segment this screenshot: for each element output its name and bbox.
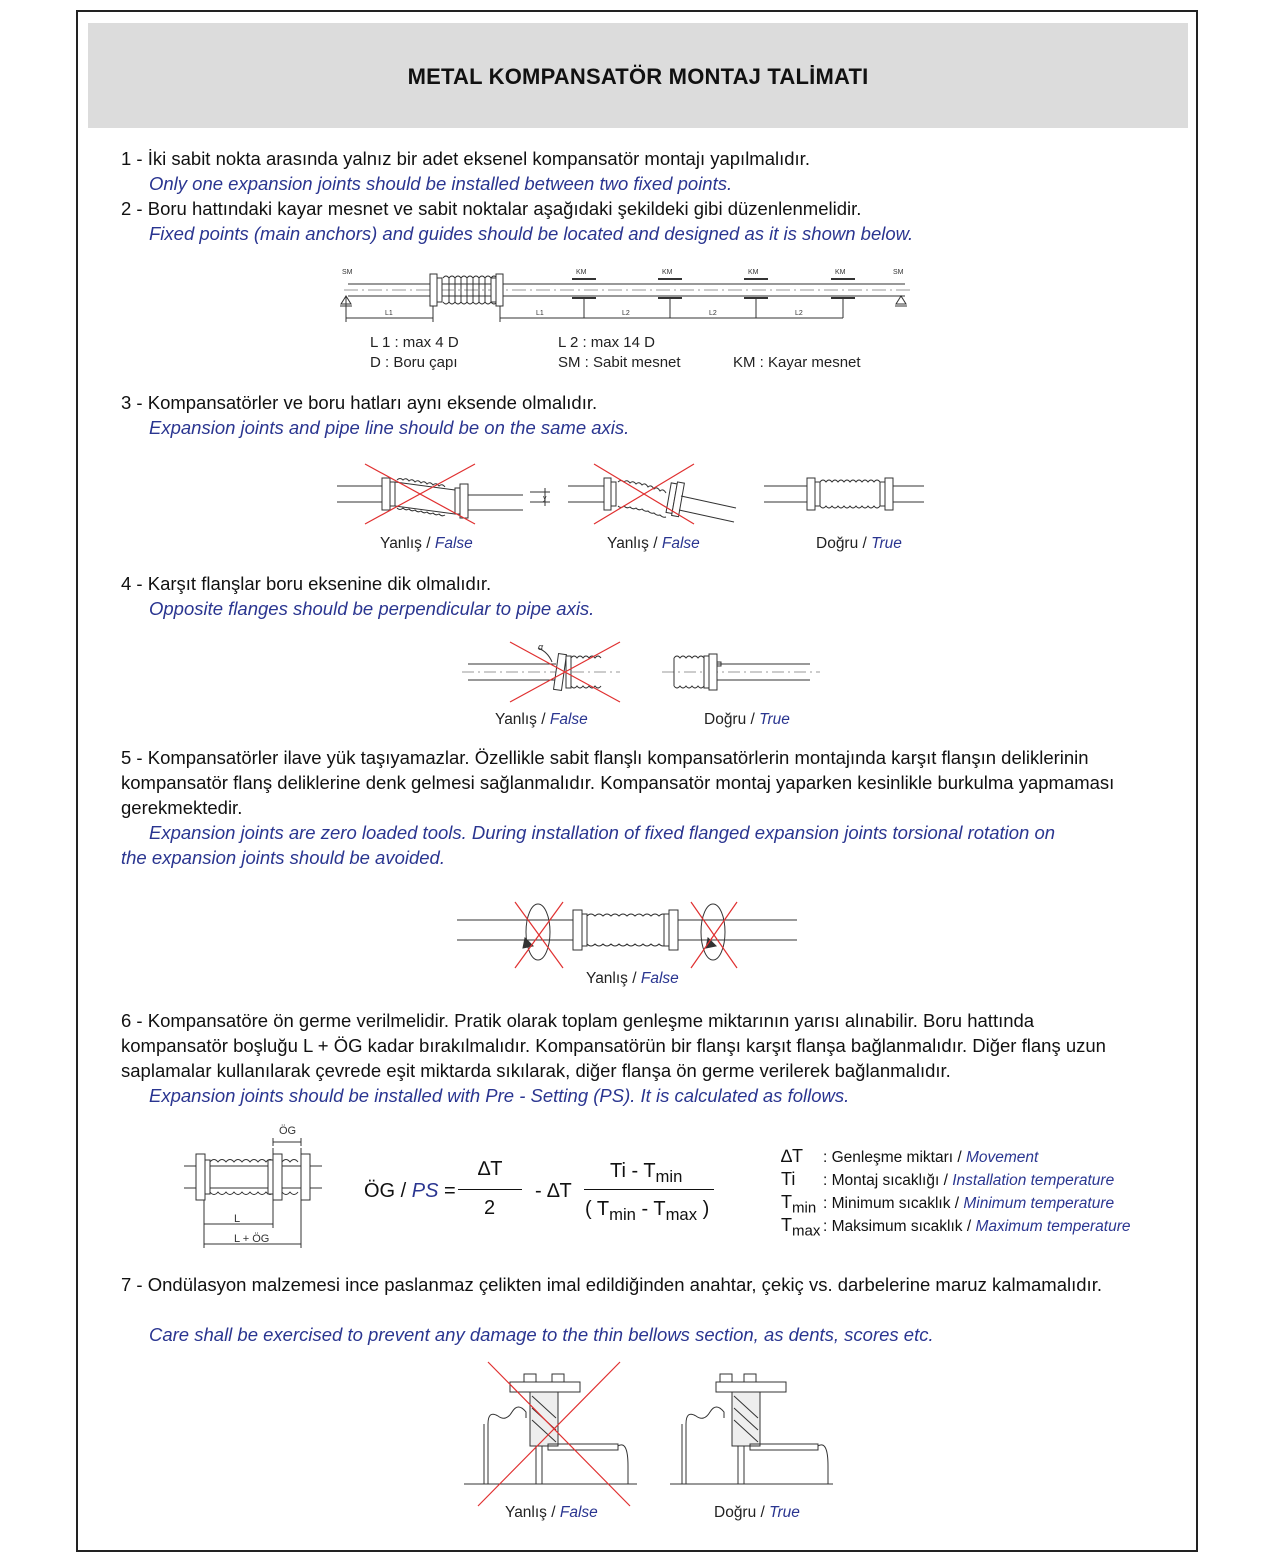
- dim-l2-a: L2: [622, 310, 630, 317]
- formula-minus: - ∆T: [535, 1180, 572, 1202]
- item-6-text: 6 - Kompansatöre ön germe verilmelidir. Pratik olarak toplam genleşme miktarının yarısı alınabilir. Boru hattında kompansatör boşluğu L + ÖG kadar bırakılmalıdır. Kompansatörün bir flanşı karşıt flanşa bağlanmalıdır. Diğer flanş uzun saplamalar kullanılarak çevrede eşit miktarda sıkılarak, diğer flanşa ön germe verilerek bağlanmalıdır.: [121, 1010, 1106, 1081]
- legend-d: D : Boru çapı: [370, 354, 458, 371]
- definition-row-minimum: $T_{min}$ : Minimum sıcaklık / Minimum temperature: [781, 1192, 1115, 1217]
- sm-label-right: SM: [893, 269, 904, 276]
- km-label-3: KM: [748, 269, 759, 276]
- definition-row-maximum: $T_{max}$ : Maksimum sıcaklık / Maximum temperature: [781, 1215, 1131, 1240]
- offset-y-label: y: [543, 495, 547, 502]
- item-5-english-2: the expansion joints should be avoided.: [121, 847, 445, 868]
- caption-true-2: Doğru / True: [704, 711, 790, 728]
- item-7-english: Care shall be exercised to prevent any damage to the thin bellows section, as dents, scores etc.: [149, 1324, 934, 1345]
- caption-true-3: Doğru / True: [714, 1504, 800, 1521]
- flange-wrong-diagram: [460, 640, 625, 710]
- item-5-english-1: Expansion joints are zero loaded tools. During installation of fixed flanged expansion joints torsional rotation on: [149, 822, 1056, 843]
- formula-den1: 2: [484, 1197, 496, 1219]
- item-4-text: 4 - Karşıt flanşlar boru eksenine dik olmalıdır.: [121, 573, 492, 594]
- og-dimension-label: ÖG: [279, 1125, 297, 1137]
- item-4-english: Opposite flanges should be perpendicular to pipe axis.: [149, 598, 595, 619]
- formula-num1: ∆T: [478, 1158, 503, 1180]
- flange-correct-diagram: [660, 640, 825, 710]
- caption-false-2: Yanlış / False: [607, 535, 700, 552]
- anchor-guide-diagram: [340, 262, 920, 326]
- item-1-text: 1 - İki sabit nokta arasında yalnız bir adet eksenel kompansatör montajı yapılmalıdır.: [121, 148, 810, 169]
- definition-row-movement: ∆T : Genleşme miktarı / Movement: [781, 1146, 1039, 1166]
- axis-wrong-angle-diagram: [566, 462, 746, 532]
- bellows-damage-wrong-diagram: [462, 1360, 642, 1510]
- axis-correct-diagram: [762, 462, 934, 532]
- km-label-2: KM: [662, 269, 673, 276]
- item-3-text: 3 - Kompansatörler ve boru hatları aynı eksende olmalıdır.: [121, 392, 598, 413]
- item-2-english: Fixed points (main anchors) and guides should be located and designed as it is shown below.: [149, 223, 914, 244]
- dim-l1-b: L1: [536, 310, 544, 317]
- presetting-diagram: [182, 1120, 327, 1252]
- page-title: METAL KOMPANSATÖR MONTAJ TALİMATI: [407, 64, 869, 89]
- item-7-text: 7 - Ondülasyon malzemesi ince paslanmaz çelikten imal edildiğinden anahtar, çekiç vs. darbelerine maruz kalmamalıdır.: [121, 1274, 1102, 1295]
- bellows-damage-correct-diagram: [668, 1360, 838, 1490]
- definition-row-installation: Ti : Montaj sıcaklığı / Installation temperature: [781, 1169, 1115, 1189]
- item-3-english: Expansion joints and pipe line should be on the same axis.: [149, 417, 630, 438]
- dim-l1-a: L1: [385, 310, 393, 317]
- fraction-bar-2: [584, 1189, 714, 1190]
- km-label-1: KM: [576, 269, 587, 276]
- km-label-4: KM: [835, 269, 846, 276]
- caption-false-4: Yanlış / False: [586, 970, 679, 987]
- angle-alpha-label: α: [538, 642, 544, 652]
- legend-l2: L 2 : max 14 D: [558, 334, 655, 351]
- dim-l2-b: L2: [709, 310, 717, 317]
- legend-km: KM : Kayar mesnet: [733, 354, 861, 371]
- fraction-bar-1: [458, 1189, 522, 1190]
- caption-false-3: Yanlış / False: [495, 711, 588, 728]
- caption-true-1: Doğru / True: [816, 535, 902, 552]
- item-1-english: Only one expansion joints should be installed between two fixed points.: [149, 173, 733, 194]
- formula-num2: Ti - $T_{min}$: [610, 1160, 683, 1186]
- torsion-wrong-diagram: [453, 898, 803, 970]
- sm-label-left: SM: [342, 269, 353, 276]
- item-6-english: Expansion joints should be installed with Pre - Setting (PS). It is calculated as follows.: [149, 1085, 850, 1106]
- caption-false-1: Yanlış / False: [380, 535, 473, 552]
- caption-false-5: Yanlış / False: [505, 1504, 598, 1521]
- formula-den2: ( $T_{min} - T_{max}$ ): [585, 1198, 710, 1224]
- axis-wrong-offset-diagram: [335, 462, 555, 532]
- l-og-dimension-label: L + ÖG: [234, 1233, 270, 1245]
- item-2-text: 2 - Boru hattındaki kayar mesnet ve sabit noktalar aşağıdaki şekildeki gibi düzenlenmelidir.: [121, 198, 862, 219]
- legend-sm: SM : Sabit mesnet: [558, 354, 681, 371]
- legend-l1: L 1 : max 4 D: [370, 334, 459, 351]
- item-5-text: 5 - Kompansatörler ilave yük taşıyamazlar. Özellikle sabit flanşlı kompansatörlerin montajında karşıt flanşın deliklerinin kompansatör flanş deliklerine denk gelmesi sağlanmalıdır. Kompansatör montaj yaparken kesinlikle burkulma yapmaması gerekmektedir.: [121, 747, 1115, 818]
- l-dimension-label: L: [234, 1213, 241, 1225]
- dim-l2-c: L2: [795, 310, 803, 317]
- formula-lhs: ÖG / PS =: [364, 1180, 456, 1202]
